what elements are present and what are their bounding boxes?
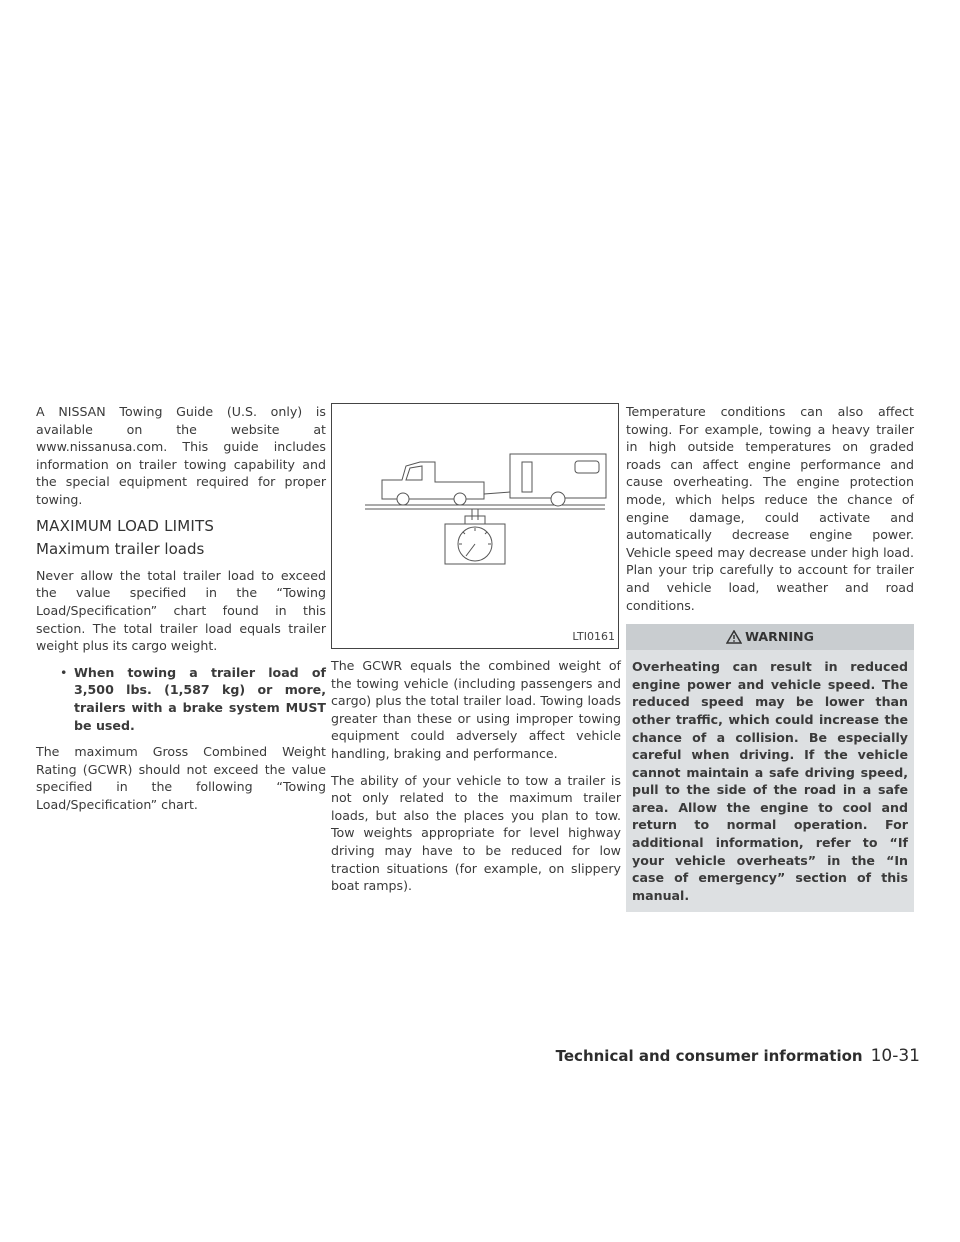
gcwr-definition-paragraph: The GCWR equals the combined weight of the towing vehicle (including passengers and cargo) plus the total trailer load. Towing loads greater than these or using improper towing equipment could adversely affect vehicle handling, braking and performance. <box>331 658 621 761</box>
footer-section-title: Technical and consumer information <box>555 1047 863 1065</box>
intro-paragraph: A NISSAN Towing Guide (U.S. only) is available on the website at www.nissanusa.com. This guide includes information on trailer towing capability and the special equipment required for proper towing. <box>36 404 326 507</box>
column-3 <box>626 403 914 912</box>
trailer-load-paragraph: Never allow the total trailer load to exceed the value specified in the “Towing Load/Specification” chart found in this section. The total trailer load equals trailer weight plus its cargo weight. <box>36 567 326 654</box>
truck-trailer-scale-illustration <box>332 404 620 650</box>
warning-header <box>626 624 914 650</box>
towing-scale-figure <box>331 403 619 649</box>
tow-places-paragraph: The ability of your vehicle to tow a trailer is not only related to the maximum trailer loads, but also the places you plan to tow. Tow weights appropriate for level highway driving may have to be reduced for low traction situations (for example, on slippery boat ramps). <box>331 772 621 894</box>
warning-text: Overheating can result in reduced engine power and vehicle speed. The reduced speed may be lower than other traffic, which could increase the chance of a collision. Be especially careful when driving. If the vehicle cannot maintain a safe driving speed, pull to the side of the road in a safe area. Allow the engine to cool and return to normal operation. For additional information, refer to “If your vehicle overheats” in the “In case of emergency” section of this manual. <box>632 659 908 903</box>
subsection-heading: Maximum trailer loads <box>36 540 205 559</box>
column-1 <box>36 403 326 822</box>
section-heading: MAXIMUM LOAD LIMITS <box>36 516 215 535</box>
bullet-mark: • <box>60 664 68 680</box>
column-2 <box>331 403 621 904</box>
page-number: 10-31 <box>870 1046 920 1066</box>
warning-triangle-icon <box>726 630 742 644</box>
page-footer <box>556 1046 920 1066</box>
warning-box <box>626 624 914 912</box>
bullet-text: When towing a trailer load of 3,500 lbs. (1,587 kg) or more, trailers with a brake system MUST be used. <box>74 664 326 733</box>
brake-system-bullet <box>52 664 326 734</box>
gcwr-paragraph: The maximum Gross Combined Weight Rating (GCWR) should not exceed the value specified in the following “Towing Load/Specification” chart. <box>36 744 326 812</box>
warning-title: WARNING <box>745 629 814 645</box>
temperature-paragraph: Temperature conditions can also affect towing. For example, towing a heavy trailer in high outside temperatures on graded roads can affect engine performance and cause overheating. The engine protection mode, which helps reduce the chance of engine damage, could activate and automatically decrease engine power. Vehicle speed may decrease under high load. Plan your trip carefully to account for trailer and vehicle load, weather and road conditions. <box>626 404 914 613</box>
figure-id: LTI0161 <box>572 630 615 644</box>
